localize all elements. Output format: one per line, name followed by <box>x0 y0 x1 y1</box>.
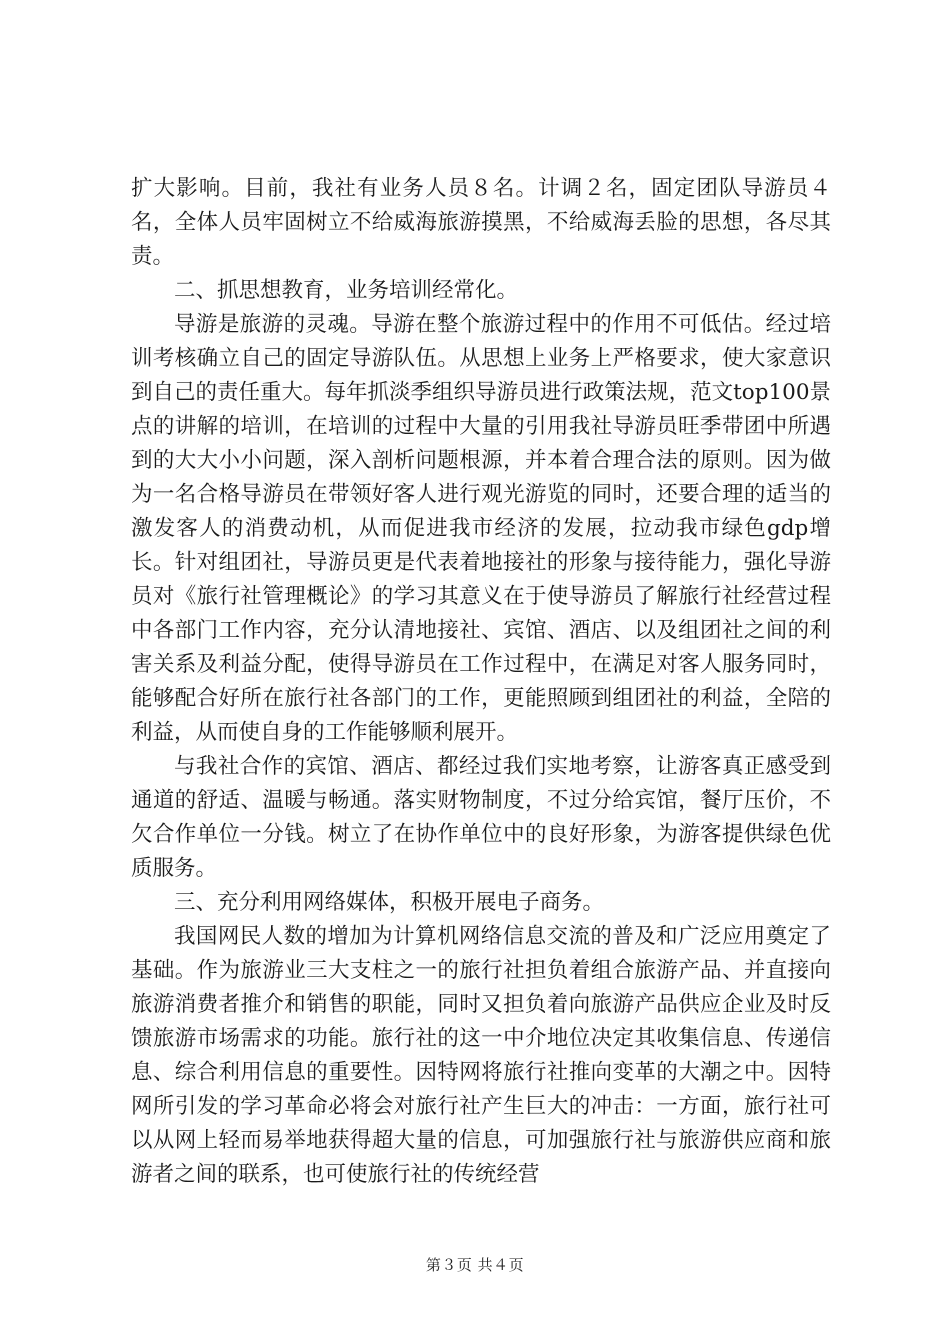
paragraph-6: 我国网民人数的增加为计算机网络信息交流的普及和广泛应用奠定了基础。作为旅游业三大支柱之一的旅行社担负着组合旅游产品、并直接向旅游消费者推介和销售的职能，同时又担负着向旅游产品供应企业及时反馈旅游市场需求的功能。旅行社的这一中介地位决定其收集信息、传递信息、综合利用信息的重要性。因特网将旅行社推向变革的大潮之中。因特网所引发的学习革命必将会对旅行社产生巨大的冲击：一方面，旅行社可以从网上轻而易举地获得超大量的信息，可加强旅行社与旅游供应商和旅游者之间的联系，也可使旅行社的传统经营 <box>131 924 831 1187</box>
document-body <box>131 172 831 1192</box>
page-number-footer: 第３页 共４页 <box>425 1256 525 1274</box>
paragraph-1: 扩大影响。目前，我社有业务人员８名。计调２名，固定团队导游员４名，全体人员牢固树立不给威海旅游摸黑，不给威海丢脸的思想，各尽其责。 <box>131 176 831 269</box>
section-heading-2: 二、抓思想教育，业务培训经常化。 <box>174 278 519 303</box>
paragraph-3: 导游是旅游的灵魂。导游在整个旅游过程中的作用不可低估。经过培训考核确立自己的固定导游队伍。从思想上业务上严格要求，使大家意识到自己的责任重大。每年抓淡季组织导游员进行政策法规，范文top100景点的讲解的培训，在培训的过程中大量的引用我社导游员旺季带团中所遇到的大大小小问题，深入剖析问题根源，并本着合理合法的原则。因为做为一名合格导游员在带领好客人进行观光游览的同时，还要合理的适当的激发客人的消费动机，从而促进我市经济的发展，拉动我市绿色gdp增长。针对组团社，导游员更是代表着地接社的形象与接待能力，强化导游员对《旅行社管理概论》的学习其意义在于使导游员了解旅行社经营过程中各部门工作内容，充分认清地接社、宾馆、酒店、以及组团社之间的利害关系及利益分配，使得导游员在工作过程中，在满足对客人服务同时，能够配合好所在旅行社各部门的工作，更能照顾到组团社的利益，全陪的利益，从而使自身的工作能够顺利展开。 <box>131 312 831 745</box>
paragraph-4: 与我社合作的宾馆、酒店、都经过我们实地考察，让游客真正感受到通道的舒适、温暖与畅通。落实财物制度，不过分给宾馆，餐厅压价，不欠合作单位一分钱。树立了在协作单位中的良好形象，为游客提供绿色优质服务。 <box>131 754 831 881</box>
section-heading-3: 三、充分利用网络媒体，积极开展电子商务。 <box>174 890 605 915</box>
